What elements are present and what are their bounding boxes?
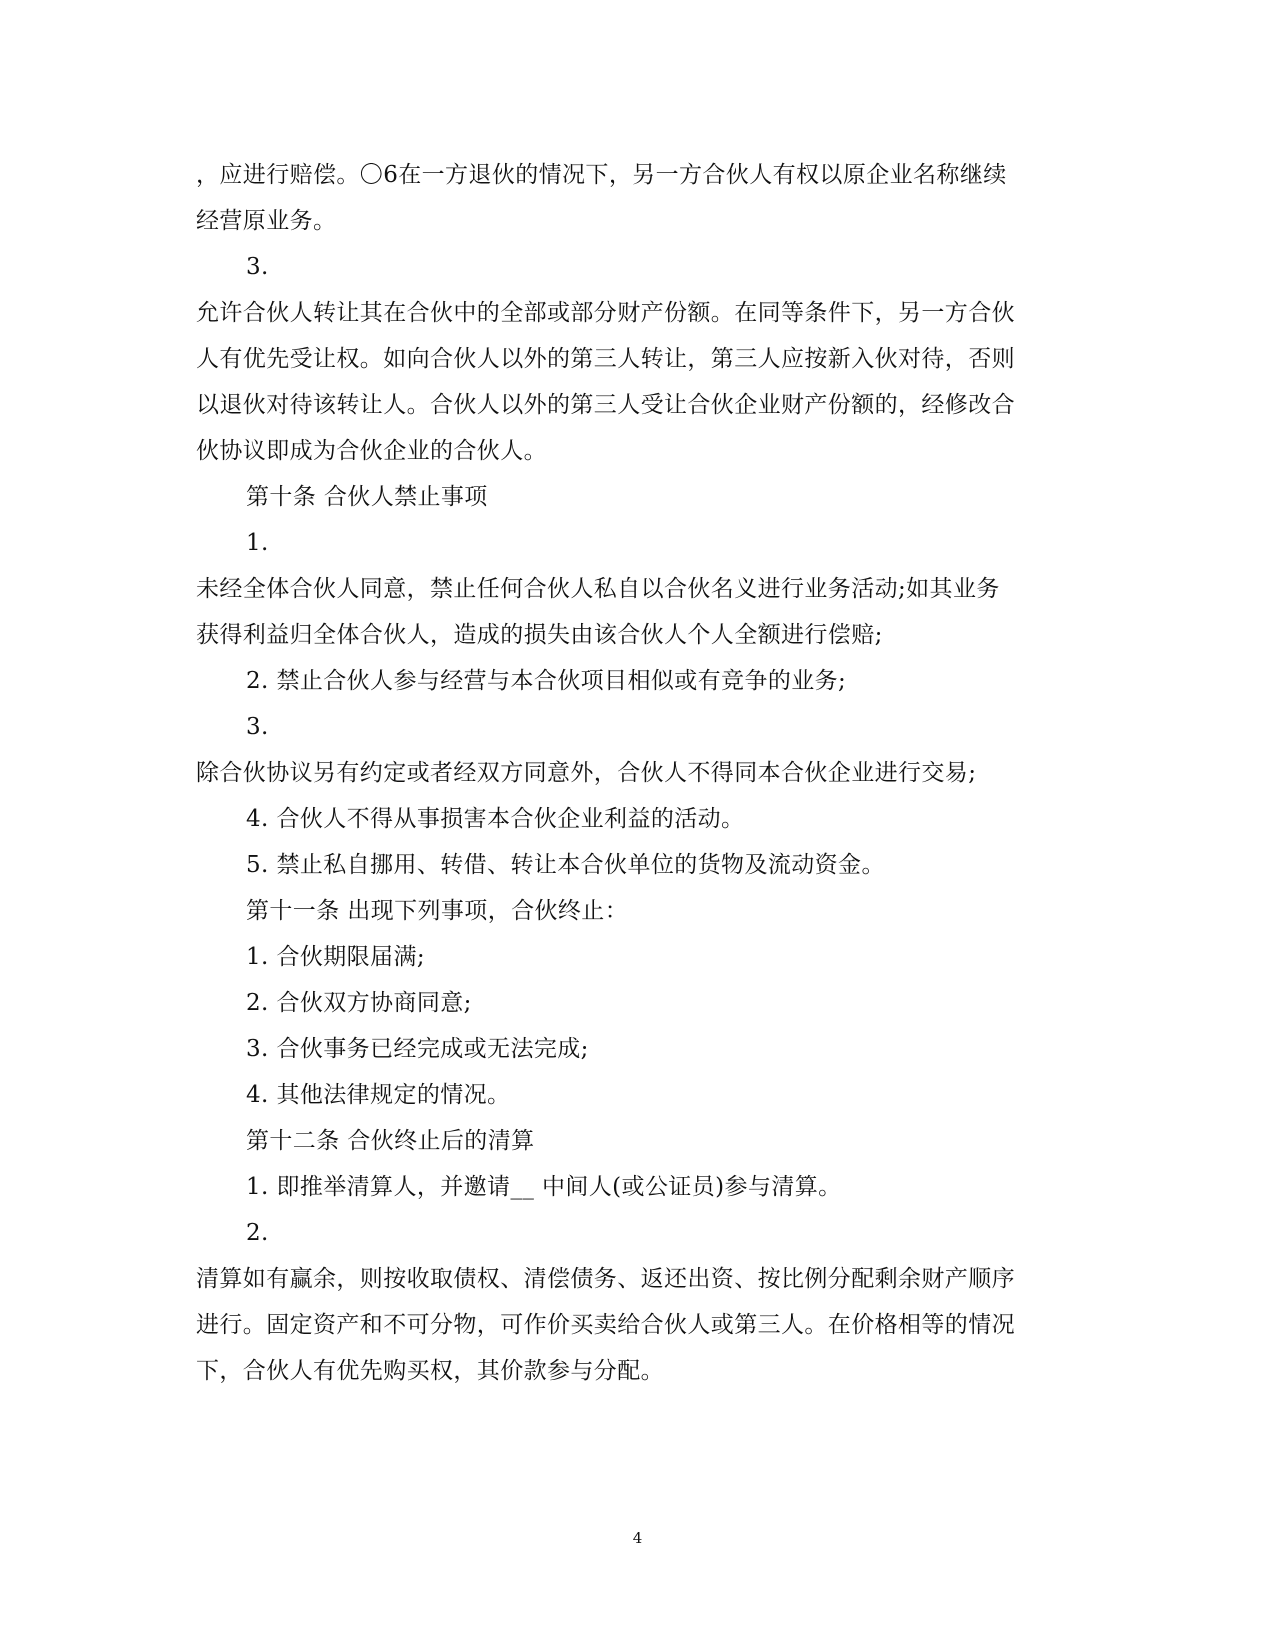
list-item: 1. 即推举清算人，并邀请__ 中间人(或公证员)参与清算。 <box>246 1174 842 1200</box>
list-number: 3. <box>246 254 269 280</box>
paragraph-line: 伙协议即成为合伙企业的合伙人。 <box>196 438 547 464</box>
paragraph-line: 未经全体合伙人同意，禁止任何合伙人私自以合伙名义进行业务活动;如其业务 <box>196 576 1000 602</box>
paragraph-line: 获得利益归全体合伙人，造成的损失由该合伙人个人全额进行偿赔; <box>196 622 883 648</box>
paragraph-line: 以退伙对待该转让人。合伙人以外的第三人受让合伙企业财产份额的，经修改合 <box>196 392 1015 418</box>
list-item: 2. 禁止合伙人参与经营与本合伙项目相似或有竞争的业务; <box>246 668 847 694</box>
article-heading: 第十二条 合伙终止后的清算 <box>246 1128 535 1154</box>
paragraph-line: 清算如有赢余，则按收取债权、清偿债务、返还出资、按比例分配剩余财产顺序 <box>196 1266 1015 1292</box>
list-item: 2. 合伙双方协商同意; <box>246 990 472 1016</box>
list-item: 3. 合伙事务已经完成或无法完成; <box>246 1036 589 1062</box>
list-item: 1. 合伙期限届满; <box>246 944 426 970</box>
list-item: 4. 其他法律规定的情况。 <box>246 1082 511 1108</box>
paragraph-line: 人有优先受让权。如向合伙人以外的第三人转让，第三人应按新入伙对待，否则 <box>196 346 1015 372</box>
paragraph-line: 经营原业务。 <box>196 208 337 234</box>
list-number: 1. <box>246 530 269 556</box>
list-number: 2. <box>246 1220 269 1246</box>
paragraph-line: 允许合伙人转让其在合伙中的全部或部分财产份额。在同等条件下，另一方合伙 <box>196 300 1015 326</box>
list-item: 5. 禁止私自挪用、转借、转让本合伙单位的货物及流动资金。 <box>246 852 885 878</box>
list-item: 4. 合伙人不得从事损害本合伙企业利益的活动。 <box>246 806 745 832</box>
paragraph-line: ，应进行赔偿。〇6在一方退伙的情况下，另一方合伙人有权以原企业名称继续 <box>196 162 1007 188</box>
paragraph-line: 进行。固定资产和不可分物，可作价买卖给合伙人或第三人。在价格相等的情况 <box>196 1312 1015 1338</box>
page-number: 4 <box>632 1529 643 1547</box>
paragraph-line: 下，合伙人有优先购买权，其价款参与分配。 <box>196 1358 664 1384</box>
article-heading: 第十一条 出现下列事项，合伙终止： <box>246 898 629 924</box>
paragraph-line: 除合伙协议另有约定或者经双方同意外，合伙人不得同本合伙企业进行交易; <box>196 760 977 786</box>
article-heading: 第十条 合伙人禁止事项 <box>246 484 488 510</box>
list-number: 3. <box>246 714 269 740</box>
